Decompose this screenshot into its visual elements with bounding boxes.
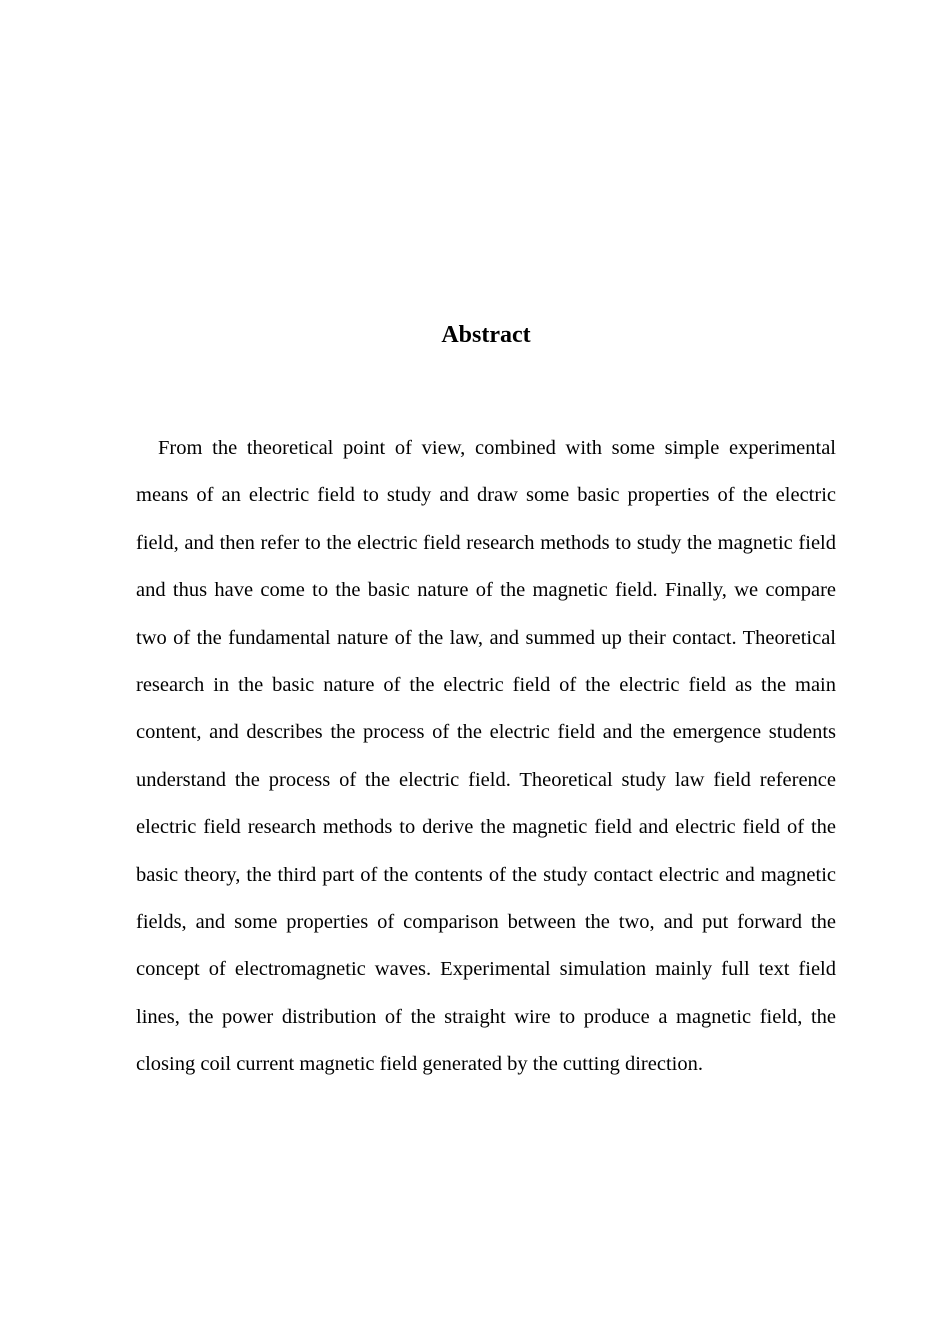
abstract-title: Abstract	[441, 322, 531, 348]
abstract-paragraph: From the theoretical point of view, combined with some simple experimental means of an electric field to study and draw some basic properties of the electric field, and then refer to the electric field research methods to study the magnetic field and thus have come to the basic nature of the magnetic field. Finally, we compare two of the fundamental nature of the law, and summed up their contact. Theoretical research in the basic nature of the electric field of the electric field as the main content, and describes the process of the electric field and the emergence students understand the process of the electric field. Theoretical study law field reference electric field research methods to derive the magnetic field and electric field of the basic theory, the third part of the contents of the study contact electric and magnetic fields, and some properties of comparison between the two, and put forward the concept of electromagnetic waves. Experimental simulation mainly full text field lines, the power distribution of the straight wire to produce a magnetic field, the closing coil current magnetic field generated by the cutting direction.	[136, 437, 836, 1076]
